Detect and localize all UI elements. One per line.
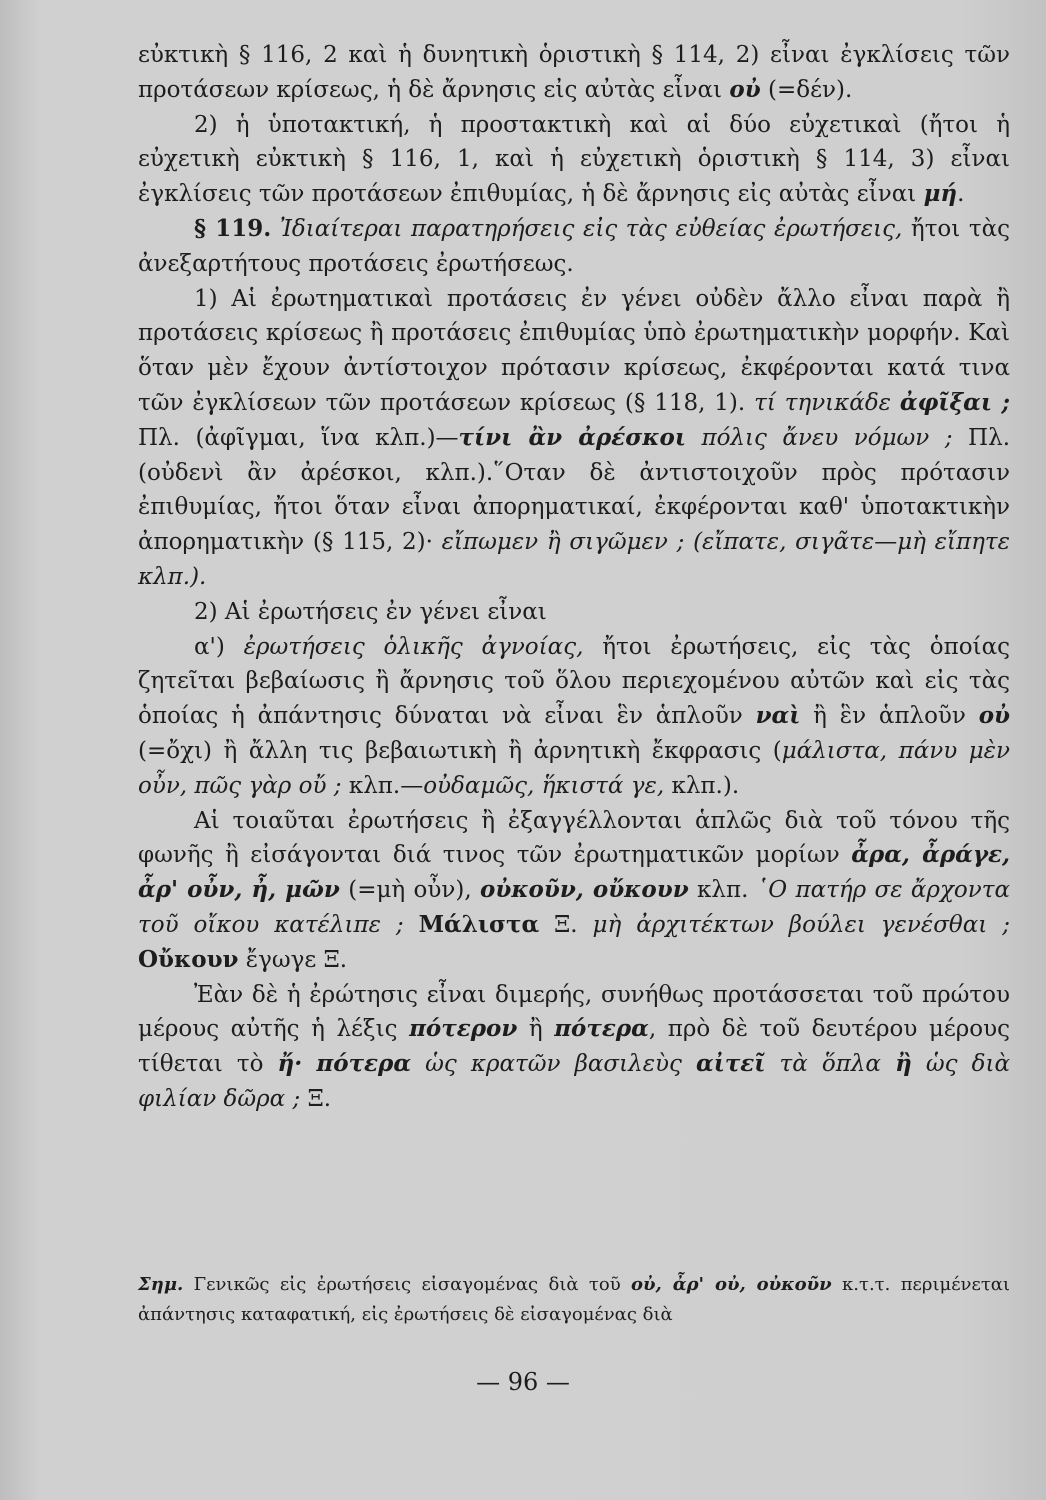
text-run: ἢ <box>895 1050 912 1078</box>
text-run: Πλ. (οὐδενὶ ἂν ἀρέσκοι, κλπ.).῞Οταν δὲ ἀντιστοιχοῦν πρὸς πρότασιν ἐπιθυμίας, ἤτοι ὅταν εἶναι ἀπορηματικαί, ἐκφέρονται καθ' ὑποτακτικὴν ἀπορηματικὴν (§ 115, 2)· <box>138 424 1011 556</box>
text-run: ῾Ο πατήρ σε ἄρχοντα τοῦ οἴκου κατέλιπε ; <box>138 877 1010 938</box>
text-run: κ.τ.τ. περιμένεται ἀπάντησις καταφατική, εἰς ἐρωτήσεις δὲ εἰσαγομένας διὰ <box>138 1274 1010 1325</box>
text-run: ἤτοι ἐρωτήσεις, εἰς τὰς ὁποίας ζητεῖται βεβαίωσις ἢ ἄρνησις τοῦ ὅλου περιεχομένου αὐτῶν καὶ εἰς τὰς ὁποίας ἡ ἀπάντησις δύναται νὰ εἶναι ἓν ἁπλοῦν <box>138 633 1010 730</box>
text-run: οὐ <box>729 75 761 103</box>
text-run: (=δέν). <box>760 76 853 103</box>
text-run <box>912 1051 926 1077</box>
text-run: Ἐὰν δὲ ἡ ἐρώτησις εἶναι διμερής, συνήθως προτάσσεται τοῦ πρώτου μέρους αὐτῆς ἡ λέξις <box>138 981 1010 1043</box>
text-run: ὡς κρατῶν βασιλεὺς <box>425 1051 696 1078</box>
paragraph <box>138 595 1010 630</box>
page-number: — 96 — <box>476 1368 570 1396</box>
text-run: πότερα <box>316 1050 412 1078</box>
text-run: οὐ <box>978 702 1010 730</box>
paragraph <box>138 804 1010 978</box>
text-run: εἴπωμεν ἢ σιγῶμεν ; (εἴπατε, σιγᾶτε—μὴ εἴπητε κλπ.). <box>138 529 1010 590</box>
footnote-paragraph <box>138 1270 1010 1330</box>
text-run <box>411 1051 425 1077</box>
text-run <box>271 216 280 242</box>
text-run: § 119. <box>194 214 272 242</box>
text-run: πότερον <box>409 1015 518 1043</box>
text-run: ἢ ἓν ἁπλοῦν <box>800 703 979 730</box>
text-run: κλπ.— <box>348 772 424 799</box>
text-run: (=ὄχι) ἢ ἄλλη τις βεβαιωτικὴ ἢ ἀρνητικὴ ἔκφρασις ( <box>138 737 782 764</box>
text-run: ὡς διὰ φιλίαν δῶρα ; <box>138 1051 1011 1112</box>
text-run: , πρὸ δὲ τοῦ δευτέρου μέρους τίθεται τὸ <box>138 1016 1010 1078</box>
text-run: ἐρωτήσεις ὁλικῆς ἀγνοίας, <box>243 633 584 660</box>
text-run: (=μὴ οὖν), <box>339 877 481 904</box>
paragraph <box>138 630 1010 804</box>
text-run: ναὶ <box>755 702 801 730</box>
text-run: 1) Αἱ ἐρωτηματικαὶ προτάσεις ἐν γένει οὐδὲν ἄλλο εἶναι παρὰ ἢ προτάσεις κρίσεως ἢ προτάσεις ἐπιθυμίας ὑπὸ ἐρωτηματικὴν μορφήν. Καὶ ὅταν μὲν ἔχουν ἀντίστοιχον πρότασιν κρίσεως, ἐκφέρονται κατά τινα τῶν ἐγκλίσεων τῶν προτάσεων κρίσεως (§ 118, 1). <box>138 285 1010 416</box>
text-run: Ἰδιαίτεραι παρατηρήσεις εἰς τὰς εὐθείας ἐρωτήσεις, <box>279 215 903 242</box>
text-run: ἤτοι τὰς ἀνεξαρτήτους προτάσεις ἐρωτήσεως. <box>138 215 1010 277</box>
text-run: τί τηνικάδε <box>754 389 900 416</box>
text-run: μή <box>923 180 958 208</box>
text-run: κλπ. <box>688 877 757 904</box>
text-run: ἔγωγε Ξ. <box>238 946 348 973</box>
paragraph <box>138 978 1010 1117</box>
text-run: τίνι ἂν ἀρέσκοι <box>458 423 686 451</box>
text-run: πότερα <box>554 1015 649 1043</box>
text-run <box>302 1051 316 1077</box>
text-run: 2) Αἱ ἐρωτήσεις ἐν γένει εἶναι <box>194 598 547 625</box>
paragraph <box>138 108 1010 212</box>
text-run: εὐκτικὴ § 116, 2 καὶ ἡ δυνητικὴ ὁριστικὴ § 114, 2) εἶναι ἐγκλίσεις τῶν προτάσεων κρίσεως, ἡ δὲ ἄρνησις εἰς αὐτὰς εἶναι <box>138 42 1010 103</box>
text-run: . <box>957 181 965 208</box>
text-run: οὐδαμῶς, ἥκιστά γε, <box>423 772 665 799</box>
paragraph <box>138 212 1010 282</box>
text-run: α') <box>194 633 244 660</box>
text-run: Ξ. <box>539 911 593 938</box>
text-run <box>765 1051 779 1077</box>
paragraph <box>138 282 1010 595</box>
text-run: ἢ <box>517 1016 555 1043</box>
text-run: Πλ. (ἀφῖγμαι, ἵνα κλπ.)— <box>138 424 459 451</box>
main-text <box>138 38 1010 1117</box>
paragraph <box>138 38 1010 108</box>
text-run: 2) ἡ ὑποτακτική, ἡ προστακτικὴ καὶ αἱ δύο εὐχετικαὶ (ἤτοι ἡ εὐχετικὴ εὐκτικὴ § 116, 1, καὶ ἡ εὐχετικὴ ὁριστικὴ § 114, 3) εἶναι ἐγκλίσεις τῶν προτάσεων ἐπιθυμίας, ἡ δὲ ἄρνησις εἰς αὐτὰς εἶναι <box>138 111 1010 208</box>
text-run: οὐ, ἆρ' οὐ, οὐκοῦν <box>631 1274 832 1295</box>
text-run: κλπ.). <box>664 772 740 799</box>
text-run: Οὔκουν <box>138 945 239 973</box>
text-run: πόλις ἄνευ νόμων ; <box>701 424 953 451</box>
text-run: ἤ· <box>277 1050 303 1078</box>
text-run <box>686 425 702 451</box>
text-run: ἀφῖξαι ; <box>899 388 1011 416</box>
text-run: Σημ. <box>138 1274 184 1295</box>
text-run: Ξ. <box>300 1085 332 1112</box>
text-run: αἰτεῖ <box>696 1050 766 1078</box>
text-run: Γενικῶς εἰς ἐρωτήσεις εἰσαγομένας διὰ τοῦ <box>183 1274 632 1295</box>
text-run: ἆρα, ἆράγε, ἆρ' οὖν, ἦ, μῶν <box>138 841 1011 904</box>
text-run: Μάλιστα <box>418 910 540 938</box>
text-run: Αἱ τοιαῦται ἐρωτήσεις ἢ ἐξαγγέλλονται ἁπλῶς διὰ τοῦ τόνου τῆς φωνῆς ἢ εἰσάγονται διά τινος τῶν ἐρωτηματικῶν μορίων <box>138 807 1010 869</box>
text-run: τὰ ὅπλα <box>779 1051 896 1078</box>
text-run: μάλιστα, πάνυ μὲν οὖν, πῶς γὰρ οὔ ; <box>138 737 1010 799</box>
text-run: οὐκοῦν, οὔκουν <box>480 876 689 904</box>
text-run: μὴ ἀρχιτέκτων βούλει γενέσθαι ; <box>592 911 1010 938</box>
footnote <box>138 1270 1010 1330</box>
